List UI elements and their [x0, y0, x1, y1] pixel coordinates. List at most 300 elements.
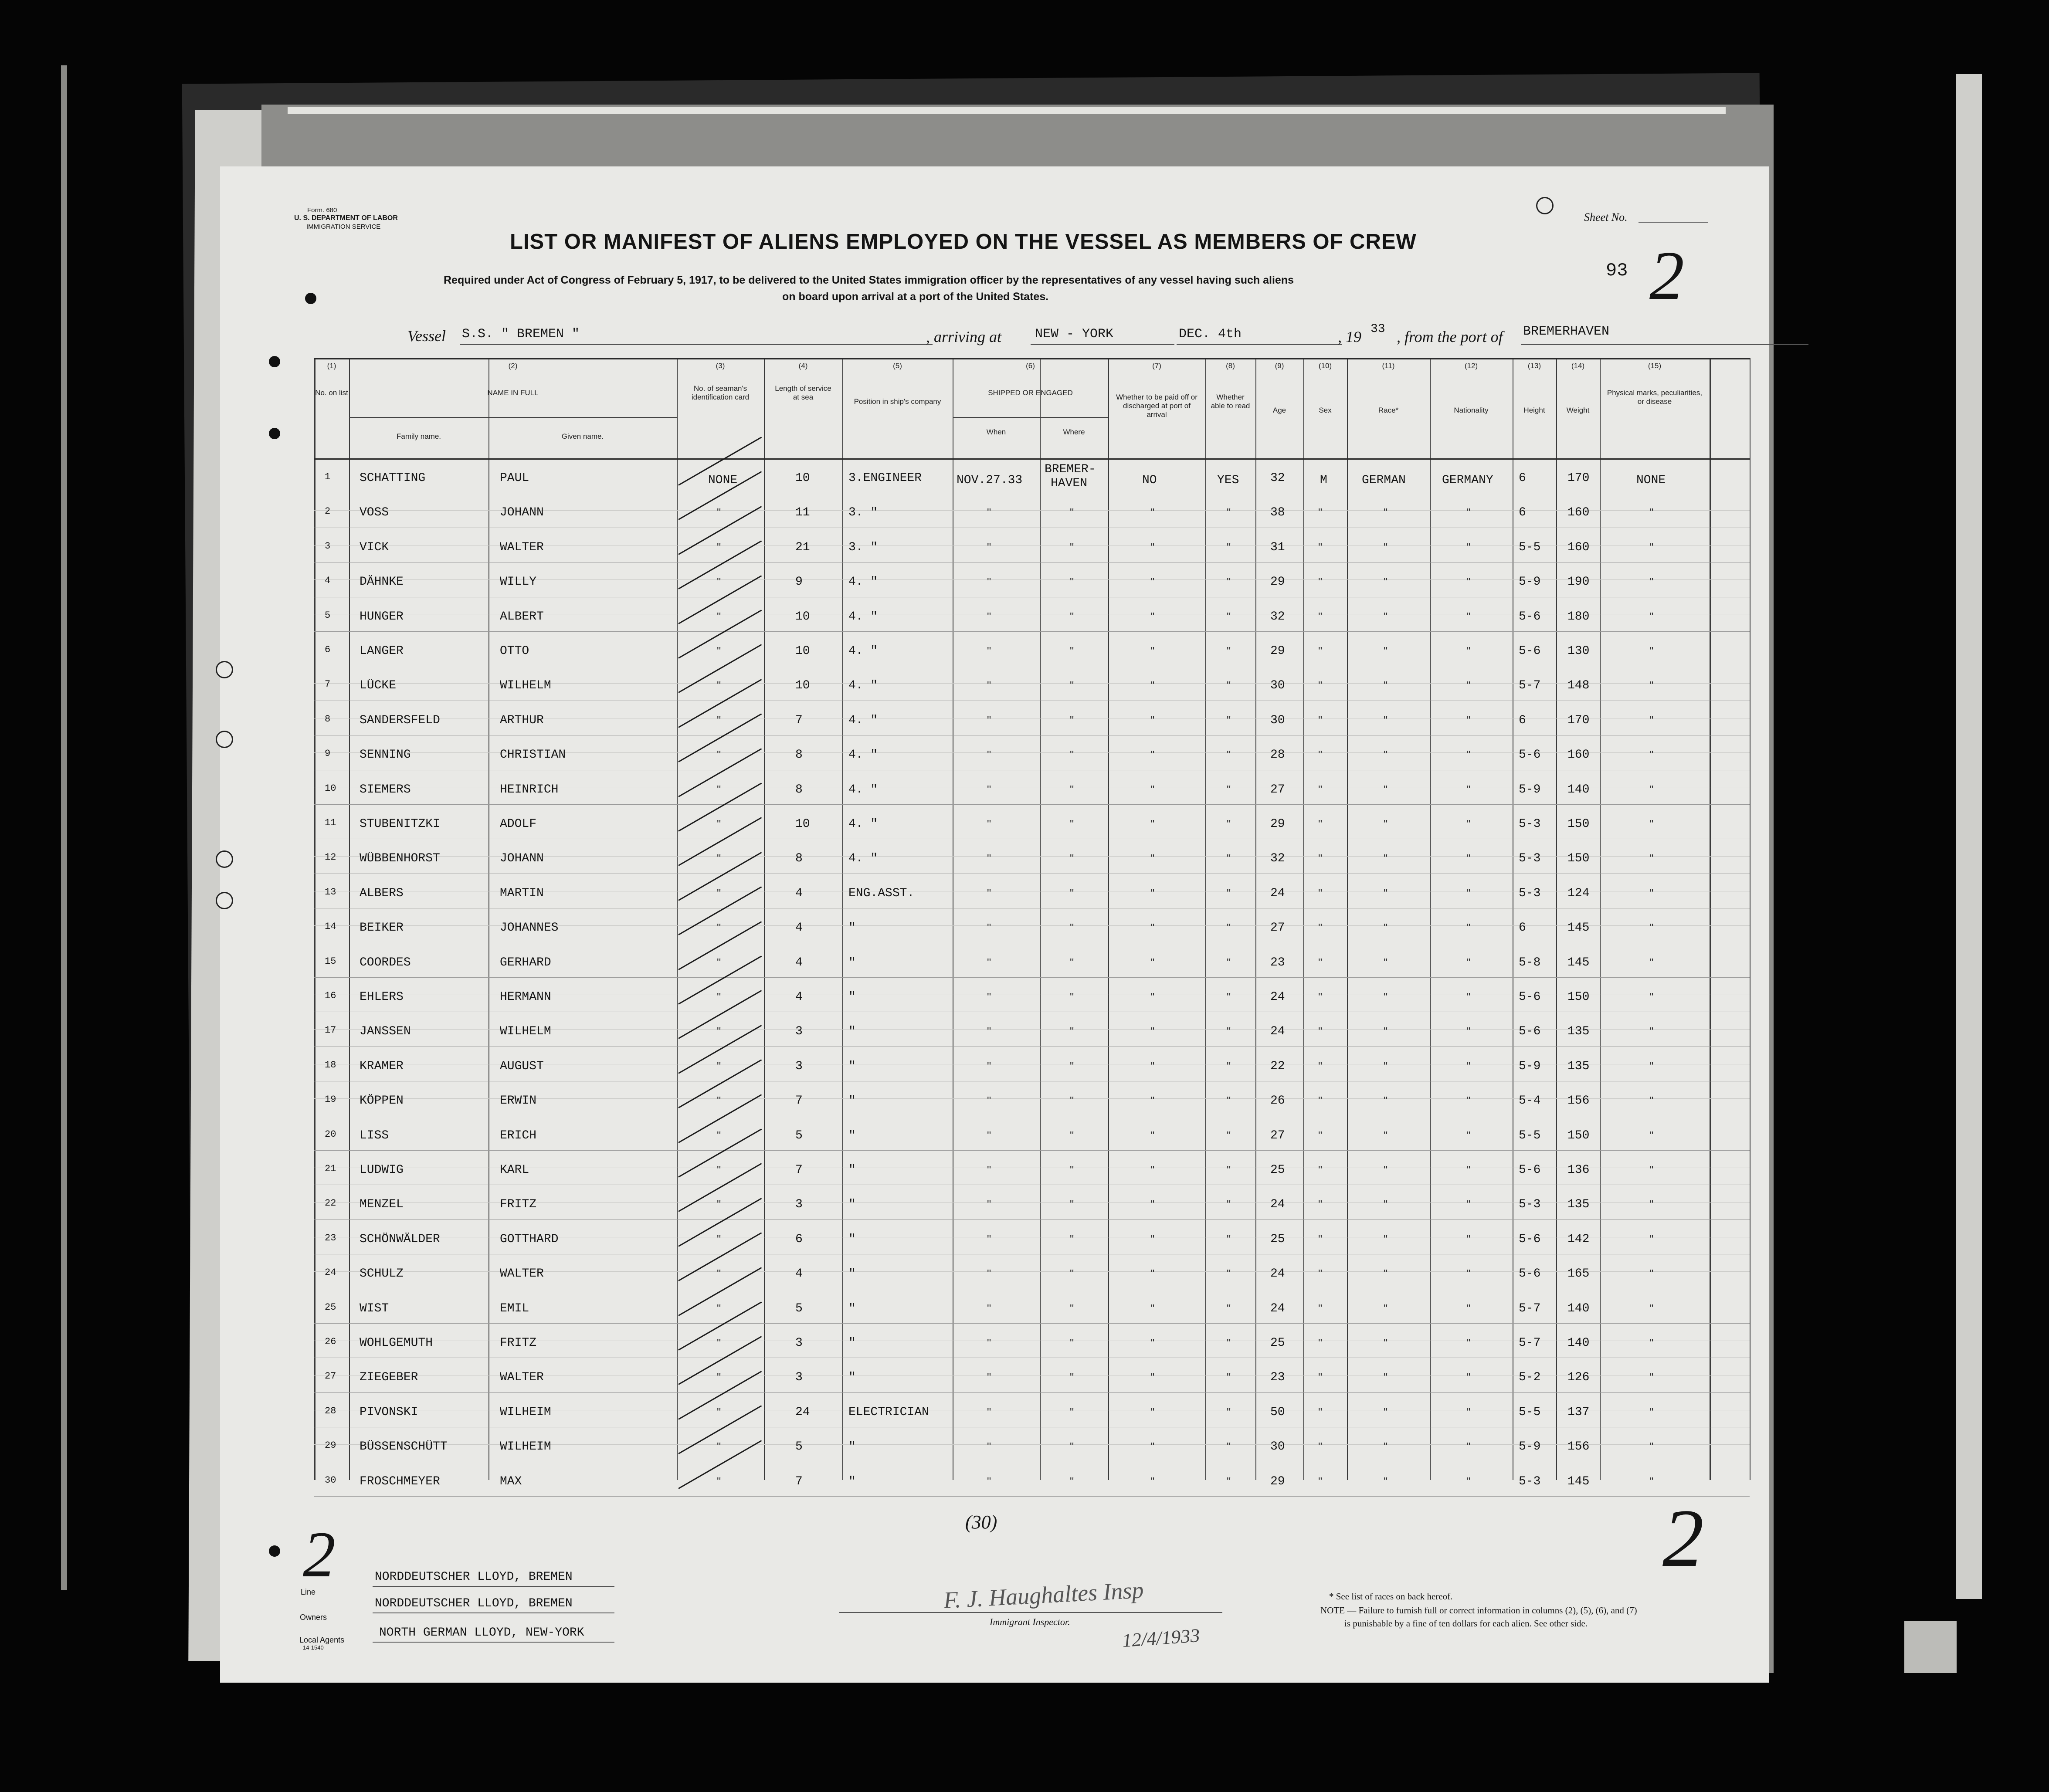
family-name: WIST: [360, 1302, 389, 1315]
nationality-ditto: ": [1466, 852, 1471, 865]
weight: 135: [1567, 1060, 1590, 1073]
punch-ring: [216, 661, 233, 678]
sex-ditto: ": [1318, 1233, 1323, 1246]
marks-ditto: ": [1649, 887, 1654, 900]
form-number: Form. 680: [307, 207, 337, 214]
row-number: 11: [325, 817, 336, 828]
header-given-name: Given name.: [561, 432, 604, 440]
from-port: BREMERHAVEN: [1523, 324, 1610, 339]
height: 5-6: [1519, 1163, 1541, 1177]
sex-ditto: ": [1318, 1336, 1323, 1349]
header-sex: Sex: [1319, 406, 1332, 414]
read-ditto: ": [1227, 1233, 1231, 1246]
line-value: NORDDEUTSCHER LLOYD, BREMEN: [375, 1570, 573, 1584]
given-name: GERHARD: [500, 956, 551, 969]
read-ditto: ": [1227, 575, 1231, 588]
family-name: ALBERS: [360, 887, 404, 900]
punch-ring: [216, 892, 233, 909]
read-ditto: ": [1227, 644, 1231, 657]
given-name: JOHANN: [500, 506, 544, 519]
table-row-rule: [314, 358, 1750, 359]
row-number: 15: [325, 956, 336, 967]
where-ditto: ": [1070, 1163, 1074, 1176]
card-ditto: ": [717, 1440, 721, 1453]
form-code: 14-1540: [303, 1644, 324, 1651]
able-to-read-value: YES: [1217, 474, 1239, 487]
where-ditto: ": [1070, 541, 1074, 554]
read-ditto: ": [1227, 1267, 1231, 1280]
col-number: (2): [508, 362, 518, 370]
length-of-service: 3: [795, 1336, 803, 1350]
race-ditto: ": [1384, 990, 1388, 1003]
weight: 145: [1567, 921, 1590, 935]
weight: 145: [1567, 956, 1590, 969]
inspector-label: Immigrant Inspector.: [990, 1616, 1070, 1627]
marks-ditto: ": [1649, 990, 1654, 1003]
header-where: Where: [1063, 428, 1085, 436]
read-ditto: ": [1227, 1129, 1231, 1142]
position: ": [848, 1371, 856, 1384]
card-ditto: ": [717, 575, 721, 588]
weight: 126: [1567, 1371, 1590, 1384]
length-of-service: 7: [795, 1475, 803, 1488]
department-name: U. S. DEPARTMENT OF LABOR: [294, 214, 398, 222]
card-ditto: ": [717, 783, 721, 796]
when-ditto: ": [987, 644, 991, 657]
paid-off-ditto: ": [1150, 1198, 1155, 1211]
height: 5-3: [1519, 1475, 1541, 1488]
sex-ditto: ": [1318, 990, 1323, 1003]
paid-off-ditto: ": [1150, 1406, 1155, 1419]
sex-ditto: ": [1318, 644, 1323, 657]
table-column-rule: [1205, 358, 1206, 1480]
nationality-ditto: ": [1466, 575, 1471, 588]
paid-off-value: NO: [1142, 474, 1157, 487]
sex-ditto: ": [1318, 1475, 1323, 1488]
given-name: PAUL: [500, 471, 529, 485]
marks-ditto: ": [1649, 575, 1654, 588]
table-column-rule: [1600, 358, 1601, 1480]
height: 5-9: [1519, 1060, 1541, 1073]
where-ditto: ": [1070, 644, 1074, 657]
height: 5-5: [1519, 541, 1541, 554]
paid-off-ditto: ": [1150, 1475, 1155, 1488]
age: 24: [1270, 990, 1285, 1004]
table-column-rule: [1556, 358, 1557, 1480]
marks-ditto: ": [1649, 541, 1654, 554]
marks-ditto: ": [1649, 921, 1654, 934]
header-height: Height: [1523, 406, 1545, 414]
read-ditto: ": [1227, 1371, 1231, 1384]
when-ditto: ": [987, 1094, 991, 1107]
vessel-underline: [460, 344, 933, 345]
read-ditto: ": [1227, 887, 1231, 900]
height: 5-9: [1519, 1440, 1541, 1453]
read-ditto: ": [1227, 541, 1231, 554]
position: 3. ": [848, 541, 878, 554]
when-ditto: ": [987, 1336, 991, 1349]
weight: 165: [1567, 1267, 1590, 1280]
marks-ditto: ": [1649, 1267, 1654, 1280]
race-ditto: ": [1384, 1267, 1388, 1280]
nationality-ditto: ": [1466, 1025, 1471, 1038]
header-age: Age: [1272, 406, 1286, 414]
height: 5-6: [1519, 644, 1541, 658]
table-row-rule: [314, 1392, 1750, 1393]
race-ditto: ": [1384, 1233, 1388, 1246]
nationality-ditto: ": [1466, 1371, 1471, 1384]
length-of-service: 8: [795, 783, 803, 796]
race-ditto: ": [1384, 1198, 1388, 1211]
family-name: LISS: [360, 1129, 389, 1142]
sex-value: M: [1320, 474, 1327, 487]
age: 25: [1270, 1233, 1285, 1246]
family-name: SCHATTING: [360, 471, 426, 485]
when-ditto: ": [987, 679, 991, 692]
nationality-ditto: ": [1466, 887, 1471, 900]
family-name: KÖPPEN: [360, 1094, 404, 1108]
row-number: 29: [325, 1440, 336, 1451]
paid-off-ditto: ": [1150, 1371, 1155, 1384]
race-ditto: ": [1384, 783, 1388, 796]
card-ditto: ": [717, 990, 721, 1003]
position: ": [848, 1163, 856, 1177]
age: 23: [1270, 956, 1285, 969]
read-ditto: ": [1227, 956, 1231, 969]
paid-off-ditto: ": [1150, 852, 1155, 865]
race-ditto: ": [1384, 575, 1388, 588]
race-ditto: ": [1384, 714, 1388, 727]
weight: 160: [1567, 748, 1590, 762]
length-of-service: 3: [795, 1371, 803, 1384]
weight: 124: [1567, 887, 1590, 900]
where-ditto: ": [1070, 1406, 1074, 1419]
signature-line: [839, 1612, 1222, 1613]
sex-ditto: ": [1318, 887, 1323, 900]
paid-off-ditto: ": [1150, 1336, 1155, 1349]
page-edge: [288, 107, 1726, 114]
age: 27: [1270, 783, 1285, 796]
height: 5-8: [1519, 956, 1541, 969]
header-physical-marks: Physical marks, peculiarities, or disease: [1607, 389, 1703, 406]
row-number: 16: [325, 990, 336, 1001]
given-name: OTTO: [500, 644, 529, 658]
read-ditto: ": [1227, 921, 1231, 934]
age: 26: [1270, 1094, 1285, 1108]
col-number: (1): [327, 362, 336, 370]
note-races: * See list of races on back hereof.: [1329, 1591, 1453, 1602]
year-prefix: , 19: [1338, 328, 1361, 346]
card-ditto: ": [717, 1163, 721, 1176]
arriving-port: NEW - YORK: [1035, 327, 1114, 342]
position: ": [848, 1129, 856, 1142]
read-ditto: ": [1227, 1406, 1231, 1419]
marks-ditto: ": [1649, 1025, 1654, 1038]
card-ditto: ": [717, 1198, 721, 1211]
row-number: 18: [325, 1060, 336, 1070]
paid-off-ditto: ": [1150, 1440, 1155, 1453]
family-name: WÜBBENHORST: [360, 852, 440, 865]
age: 32: [1270, 610, 1285, 623]
vessel-label: Vessel: [407, 327, 446, 345]
when-ditto: ": [987, 1129, 991, 1142]
given-name: ADOLF: [500, 817, 537, 831]
row-number: 25: [325, 1302, 336, 1313]
family-name: ZIEGEBER: [360, 1371, 418, 1384]
read-ditto: ": [1227, 679, 1231, 692]
race-ditto: ": [1384, 1163, 1388, 1176]
table-row-rule: [349, 417, 677, 418]
family-name: SCHULZ: [360, 1267, 404, 1280]
where-ditto: ": [1070, 783, 1074, 796]
table-row-rule: [314, 1323, 1750, 1324]
weight: 170: [1567, 714, 1590, 727]
table-row-rule: [314, 1150, 1750, 1151]
age: 30: [1270, 679, 1285, 692]
nationality-ditto: ": [1466, 1198, 1471, 1211]
col-number: (3): [716, 362, 725, 370]
read-ditto: ": [1227, 506, 1231, 519]
given-name: WILHEIM: [500, 1440, 551, 1453]
col-number: (11): [1382, 362, 1395, 370]
age: 38: [1270, 506, 1285, 519]
sex-ditto: ": [1318, 1406, 1323, 1419]
when-ditto: ": [987, 817, 991, 830]
race-ditto: ": [1384, 644, 1388, 657]
where-ditto: ": [1070, 714, 1074, 727]
physical-marks-value: NONE: [1636, 474, 1666, 487]
age: 24: [1270, 887, 1285, 900]
given-name: GOTTHARD: [500, 1233, 559, 1246]
table-column-rule: [1108, 358, 1109, 1480]
age: 29: [1270, 575, 1285, 589]
header-when: When: [986, 428, 1006, 436]
position: 3.ENGINEER: [848, 471, 922, 485]
length-of-service: 4: [795, 1267, 803, 1280]
row-number: 17: [325, 1025, 336, 1036]
paid-off-ditto: ": [1150, 817, 1155, 830]
seaman-card-value: NONE: [708, 474, 738, 487]
length-of-service: 6: [795, 1233, 803, 1246]
family-name: DÄHNKE: [360, 575, 404, 589]
col-number: (5): [893, 362, 902, 370]
position: ": [848, 1475, 856, 1488]
handwritten-sheet-number: 2: [1649, 237, 1684, 314]
read-ditto: ": [1227, 1163, 1231, 1176]
where-ditto: ": [1070, 1025, 1074, 1038]
card-ditto: ": [717, 1406, 721, 1419]
age: 27: [1270, 921, 1285, 935]
weight: 156: [1567, 1440, 1590, 1453]
table-row-rule: [314, 458, 1750, 460]
position: ": [848, 956, 856, 969]
card-ditto: ": [717, 610, 721, 623]
table-column-rule: [1040, 358, 1041, 1480]
given-name: MAX: [500, 1475, 522, 1488]
height: 5-7: [1519, 1302, 1541, 1315]
line-label: Line: [301, 1588, 316, 1596]
weight: 150: [1567, 817, 1590, 831]
weight: 140: [1567, 1302, 1590, 1315]
weight: 148: [1567, 679, 1590, 692]
where-ditto: ": [1070, 748, 1074, 761]
when-ditto: ": [987, 1163, 991, 1176]
sex-ditto: ": [1318, 679, 1323, 692]
nationality-ditto: ": [1466, 1475, 1471, 1488]
from-underline: [1521, 344, 1808, 345]
row-number: 20: [325, 1129, 336, 1140]
given-name: WILHELM: [500, 1025, 551, 1038]
age: 25: [1270, 1163, 1285, 1177]
age: 28: [1270, 748, 1285, 762]
where-ditto: ": [1070, 1094, 1074, 1107]
row-number: 12: [325, 852, 336, 863]
nationality-ditto: ": [1466, 1094, 1471, 1107]
age: 24: [1270, 1302, 1285, 1315]
length-of-service: 7: [795, 1094, 803, 1108]
race-ditto: ": [1384, 1475, 1388, 1488]
race-ditto: ": [1384, 956, 1388, 969]
race-ditto: ": [1384, 1440, 1388, 1453]
length-of-service: 10: [795, 679, 810, 692]
sex-ditto: ": [1318, 748, 1323, 761]
nationality-ditto: ": [1466, 1336, 1471, 1349]
given-name: CHRISTIAN: [500, 748, 566, 762]
height: 5-3: [1519, 852, 1541, 865]
row-number: 27: [325, 1371, 336, 1382]
read-ditto: ": [1227, 1475, 1231, 1488]
family-name: PIVONSKI: [360, 1406, 418, 1419]
position: ELECTRICIAN: [848, 1406, 929, 1419]
length-of-service: 24: [795, 1406, 810, 1419]
race-ditto: ": [1384, 1129, 1388, 1142]
row-number: 14: [325, 921, 336, 932]
height: 5-5: [1519, 1129, 1541, 1142]
read-ditto: ": [1227, 714, 1231, 727]
handwritten-total: (30): [965, 1511, 997, 1533]
race-ditto: ": [1384, 1094, 1388, 1107]
nationality-ditto: ": [1466, 1233, 1471, 1246]
given-name: ALBERT: [500, 610, 544, 623]
header-race: Race*: [1378, 406, 1399, 414]
footer-underline: [373, 1612, 614, 1613]
length-of-service: 5: [795, 1440, 803, 1453]
where-ditto: ": [1070, 1129, 1074, 1142]
read-ditto: ": [1227, 990, 1231, 1003]
nationality-ditto: ": [1466, 748, 1471, 761]
stamp-number: 93: [1606, 260, 1628, 281]
given-name: WILHELM: [500, 679, 551, 692]
paid-off-ditto: ": [1150, 714, 1155, 727]
position: 4. ": [848, 748, 878, 762]
when-ditto: ": [987, 1406, 991, 1419]
marks-ditto: ": [1649, 1198, 1654, 1211]
when-ditto: ": [987, 887, 991, 900]
binder-hole: [269, 428, 280, 439]
length-of-service: 3: [795, 1025, 803, 1038]
paid-off-ditto: ": [1150, 575, 1155, 588]
year-suffix: 33: [1371, 322, 1385, 336]
race-ditto: ": [1384, 1336, 1388, 1349]
position: 4. ": [848, 610, 878, 623]
weight: 160: [1567, 506, 1590, 519]
marks-ditto: ": [1649, 1440, 1654, 1453]
nationality-ditto: ": [1466, 714, 1471, 727]
where-ditto: ": [1070, 817, 1074, 830]
nationality-ditto: ": [1466, 1302, 1471, 1315]
sex-ditto: ": [1318, 1267, 1323, 1280]
handwritten-corner-number: 2: [1662, 1493, 1704, 1584]
family-name: VOSS: [360, 506, 389, 519]
race-value: GERMAN: [1362, 474, 1406, 487]
marks-ditto: ": [1649, 852, 1654, 865]
length-of-service: 4: [795, 956, 803, 969]
col-number: (10): [1318, 362, 1332, 370]
card-ditto: ": [717, 714, 721, 727]
date-underline: [1177, 344, 1342, 345]
marks-ditto: ": [1649, 748, 1654, 761]
arriving-label: , arriving at: [926, 328, 1002, 346]
paid-off-ditto: ": [1150, 541, 1155, 554]
sex-ditto: ": [1318, 714, 1323, 727]
weight: 145: [1567, 1475, 1590, 1488]
position: 4. ": [848, 783, 878, 796]
position: ": [848, 1302, 856, 1315]
height: 5-2: [1519, 1371, 1541, 1384]
weight: 190: [1567, 575, 1590, 589]
marks-ditto: ": [1649, 1475, 1654, 1488]
sex-ditto: ": [1318, 1302, 1323, 1315]
where-ditto: ": [1070, 1336, 1074, 1349]
position: 4. ": [848, 679, 878, 692]
punch-ring: [216, 731, 233, 748]
footer-underline: [373, 1586, 614, 1587]
when-ditto: ": [987, 748, 991, 761]
when-ditto: ": [987, 956, 991, 969]
weight: 137: [1567, 1406, 1590, 1419]
age: 31: [1270, 541, 1285, 554]
binder-hole: [269, 356, 280, 367]
shipped-when-value: NOV.27.33: [957, 474, 1023, 487]
marks-ditto: ": [1649, 1129, 1654, 1142]
weight: 130: [1567, 644, 1590, 658]
sex-ditto: ": [1318, 1371, 1323, 1384]
col-number: (4): [798, 362, 808, 370]
height: 5-6: [1519, 748, 1541, 762]
card-ditto: ": [717, 541, 721, 554]
service-name: IMMIGRATION SERVICE: [306, 223, 381, 230]
table-row-rule: [953, 417, 1108, 418]
position: 4. ": [848, 575, 878, 589]
row-number: 22: [325, 1198, 336, 1209]
weight: 160: [1567, 541, 1590, 554]
sex-ditto: ": [1318, 1025, 1323, 1038]
where-ditto: ": [1070, 1198, 1074, 1211]
row-number: 8: [325, 714, 331, 725]
family-name: BÜSSENSCHÜTT: [360, 1440, 448, 1453]
given-name: FRITZ: [500, 1198, 537, 1211]
card-ditto: ": [717, 1371, 721, 1384]
col-number: (12): [1464, 362, 1478, 370]
position: 4. ": [848, 714, 878, 727]
position: ": [848, 1198, 856, 1211]
when-ditto: ": [987, 714, 991, 727]
race-ditto: ": [1384, 748, 1388, 761]
marks-ditto: ": [1649, 1060, 1654, 1073]
position: ": [848, 1060, 856, 1073]
sex-ditto: ": [1318, 1198, 1323, 1211]
when-ditto: ": [987, 852, 991, 865]
